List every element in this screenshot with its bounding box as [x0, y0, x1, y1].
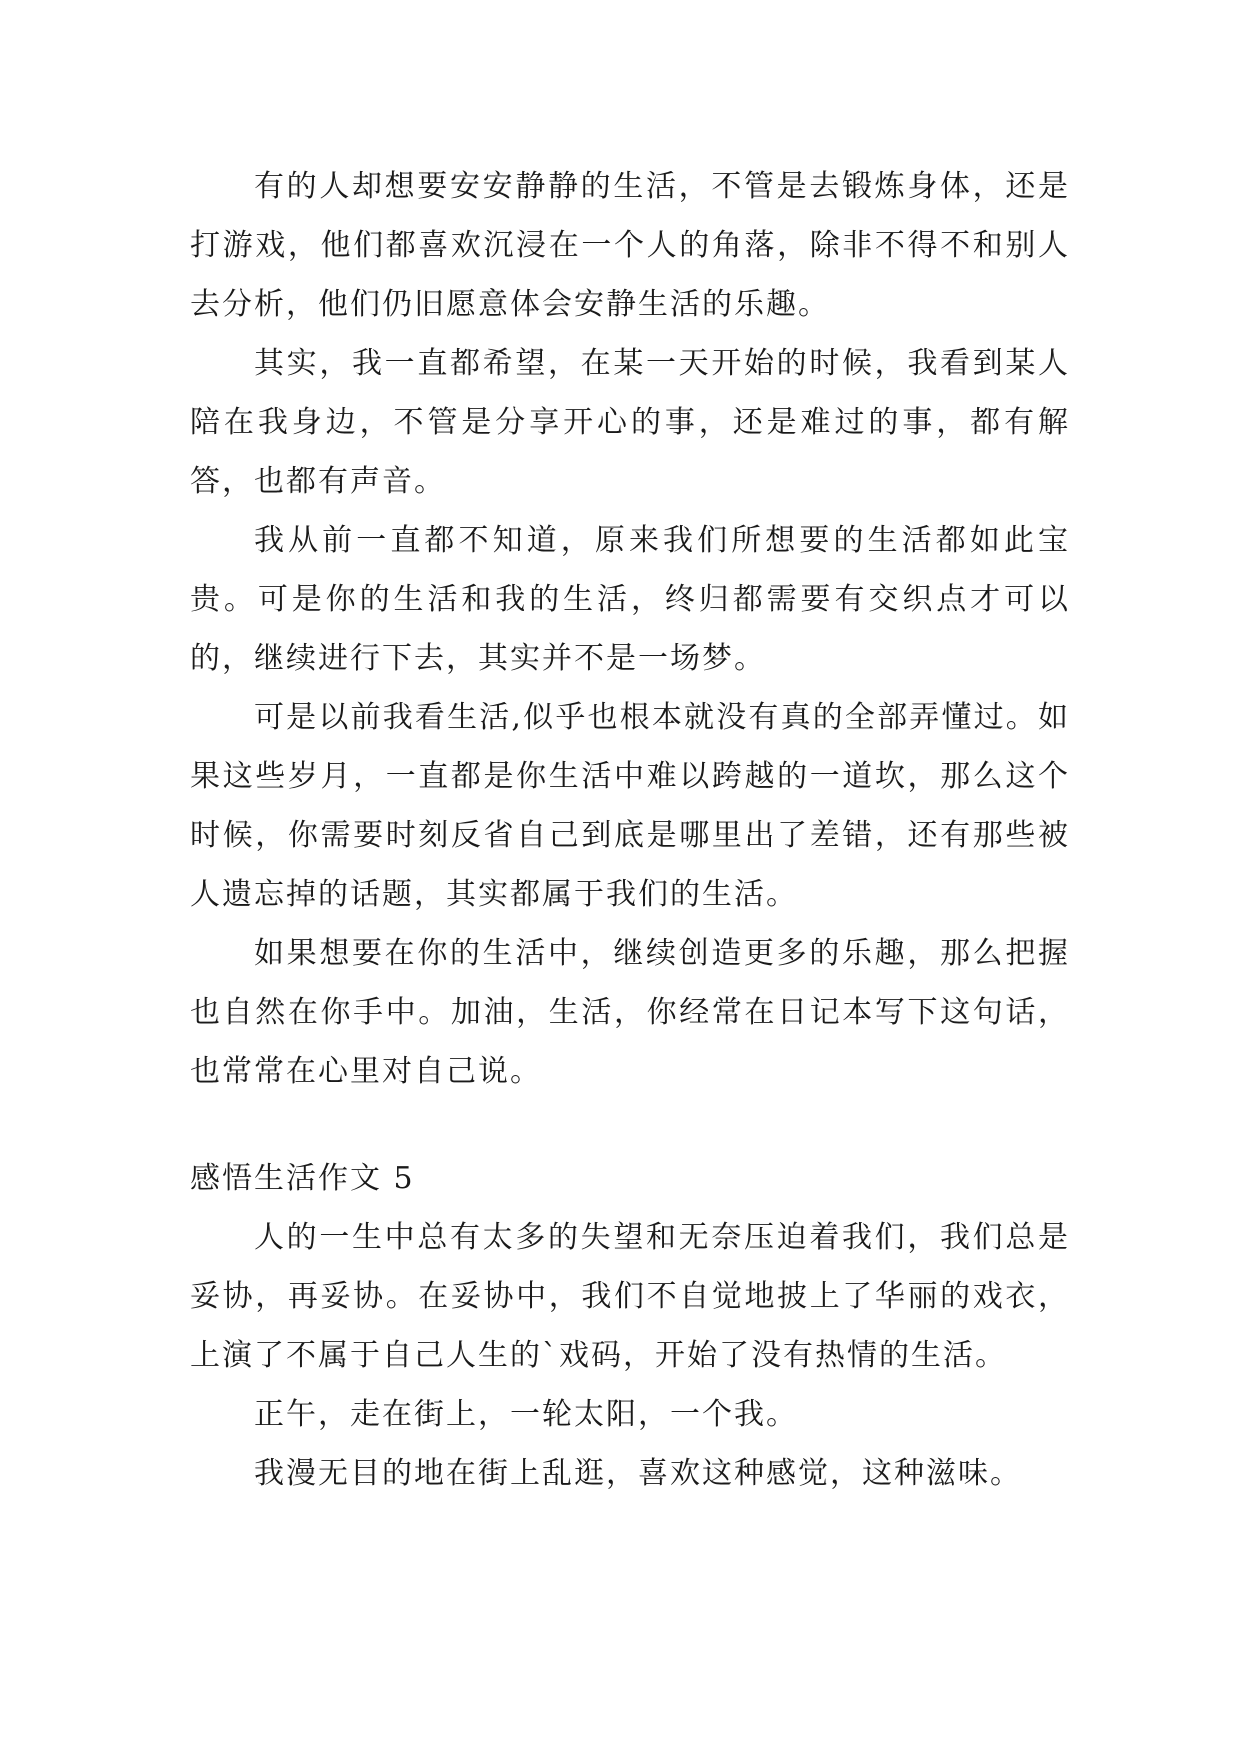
paragraph: 正午，走在街上，一轮太阳，一个我。: [254, 1397, 798, 1432]
paragraph: 可是以前我看生活,似乎也根本就没有真的全部弄懂过。如果这些岁月，一直都是你生活中难以跨越的一道坎，那么这个时候，你需要时刻反省自己到底是哪里出了差错，还有那些被人遗忘掉的话题，其实都属于我们的生活。: [190, 700, 1070, 912]
paragraph: 其实，我一直都希望，在某一天开始的时候，我看到某人陪在我身边，不管是分享开心的事，还是难过的事，都有解答，也都有声音。: [190, 346, 1070, 499]
paragraph: 我从前一直都不知道，原来我们所想要的生活都如此宝贵。可是你的生活和我的生活，终归都需要有交织点才可以的，继续进行下去，其实并不是一场梦。: [190, 523, 1070, 676]
paragraph: 如果想要在你的生活中，继续创造更多的乐趣，那么把握也自然在你手中。加油，生活，你经常在日记本写下这句话，也常常在心里对自己说。: [190, 936, 1070, 1089]
document-body: [190, 157, 1070, 1503]
paragraph: 我漫无目的地在街上乱逛，喜欢这种感觉，这种滋味。: [254, 1456, 1022, 1491]
paragraph: 人的一生中总有太多的失望和无奈压迫着我们，我们总是妥协，再妥协。在妥协中，我们不自觉地披上了华丽的戏衣，上演了不属于自己人生的`戏码，开始了没有热情的生活。: [190, 1220, 1070, 1373]
paragraph: 有的人却想要安安静静的生活，不管是去锻炼身体，还是打游戏，他们都喜欢沉浸在一个人的角落，除非不得不和别人去分析，他们仍旧愿意体会安静生活的乐趣。: [190, 169, 1070, 322]
section-heading: 感悟生活作文 5: [190, 1161, 415, 1196]
